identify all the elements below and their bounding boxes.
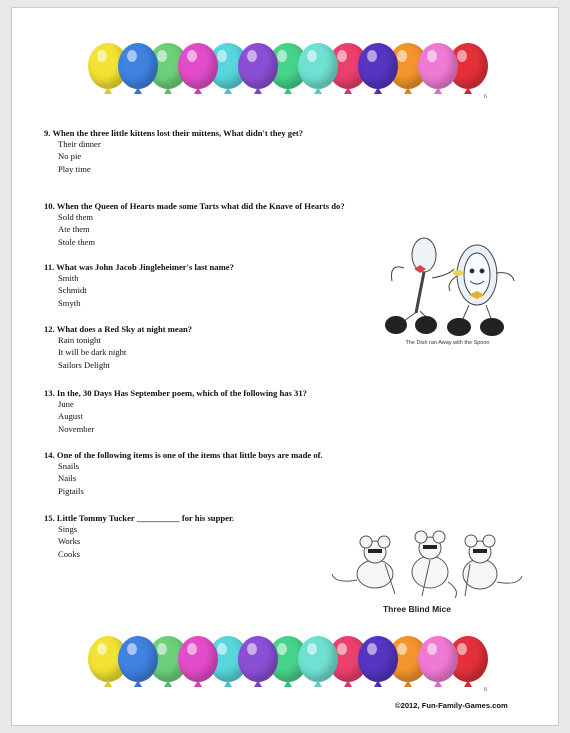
balloon-icon xyxy=(118,636,158,682)
answer-option: Their dinner xyxy=(58,139,101,149)
balloon-icon xyxy=(358,43,398,89)
answer-option: Sings xyxy=(58,524,78,534)
answer-option: Works xyxy=(58,536,81,547)
answer-option: Pigtails xyxy=(58,485,84,496)
balloon-icon xyxy=(418,636,458,682)
answer-option: Smyth xyxy=(58,297,81,308)
page-mark-bottom: 6 xyxy=(484,687,487,693)
balloon-border-top xyxy=(88,43,488,105)
answer-option: Nails xyxy=(58,473,77,484)
answer-option: It will be dark night xyxy=(58,347,127,358)
answer-option: November xyxy=(58,423,95,434)
dish-and-spoon-illustration xyxy=(374,233,524,351)
question-text: 15. Little Tommy Tucker __________ for his supper. xyxy=(44,513,235,523)
balloon-border-bottom xyxy=(88,636,488,698)
copyright-text: ©2012, Fun-Family-Games.com xyxy=(395,701,508,710)
question-text: 11. What was John Jacob Jingleheimer's last name? xyxy=(44,262,234,272)
balloon-icon xyxy=(358,636,398,682)
balloon-icon xyxy=(238,636,278,682)
answer-option: Play time xyxy=(58,163,91,174)
answer-option: Sailors Delight xyxy=(58,359,110,370)
question-9 xyxy=(44,128,444,176)
three-blind-mice-caption: Three Blind Mice xyxy=(382,604,451,614)
answer-option: Cooks xyxy=(58,548,80,559)
three-blind-mice-illustration xyxy=(330,524,525,604)
answer-option: Smith xyxy=(58,273,79,283)
answer-option: Ate them xyxy=(58,224,90,235)
answer-option: Rain tonight xyxy=(58,335,101,345)
dish-spoon-caption: The Dish ran Away with the Spoon xyxy=(405,340,490,346)
question-13 xyxy=(44,388,444,436)
question-text: 12. What does a Red Sky at night mean? xyxy=(44,324,193,334)
answer-option: August xyxy=(58,411,83,422)
answer-option: Schmidt xyxy=(58,285,87,296)
answer-option: No pie xyxy=(58,151,82,162)
answer-option: Stole them xyxy=(58,236,95,247)
answer-option: Sold them xyxy=(58,212,94,222)
balloon-icon xyxy=(298,43,338,89)
question-14 xyxy=(44,450,444,498)
balloon-icon xyxy=(238,43,278,89)
balloon-icon xyxy=(298,636,338,682)
answer-option: Snails xyxy=(58,461,80,471)
balloon-icon xyxy=(178,43,218,89)
answer-option: June xyxy=(58,399,74,409)
question-text: 10. When the Queen of Hearts made some Tarts what did the Knave of Hearts do? xyxy=(44,201,345,211)
page-mark-top: 6 xyxy=(484,94,487,100)
balloon-icon xyxy=(418,43,458,89)
balloon-icon xyxy=(178,636,218,682)
question-text: 14. One of the following items is one of the items that little boys are made of. xyxy=(44,450,323,460)
question-text: 13. In the, 30 Days Has September poem, which of the following has 31? xyxy=(44,388,307,398)
question-text: 9. When the three little kittens lost their mittens, What didn't they get? xyxy=(44,128,304,138)
balloon-icon xyxy=(118,43,158,89)
